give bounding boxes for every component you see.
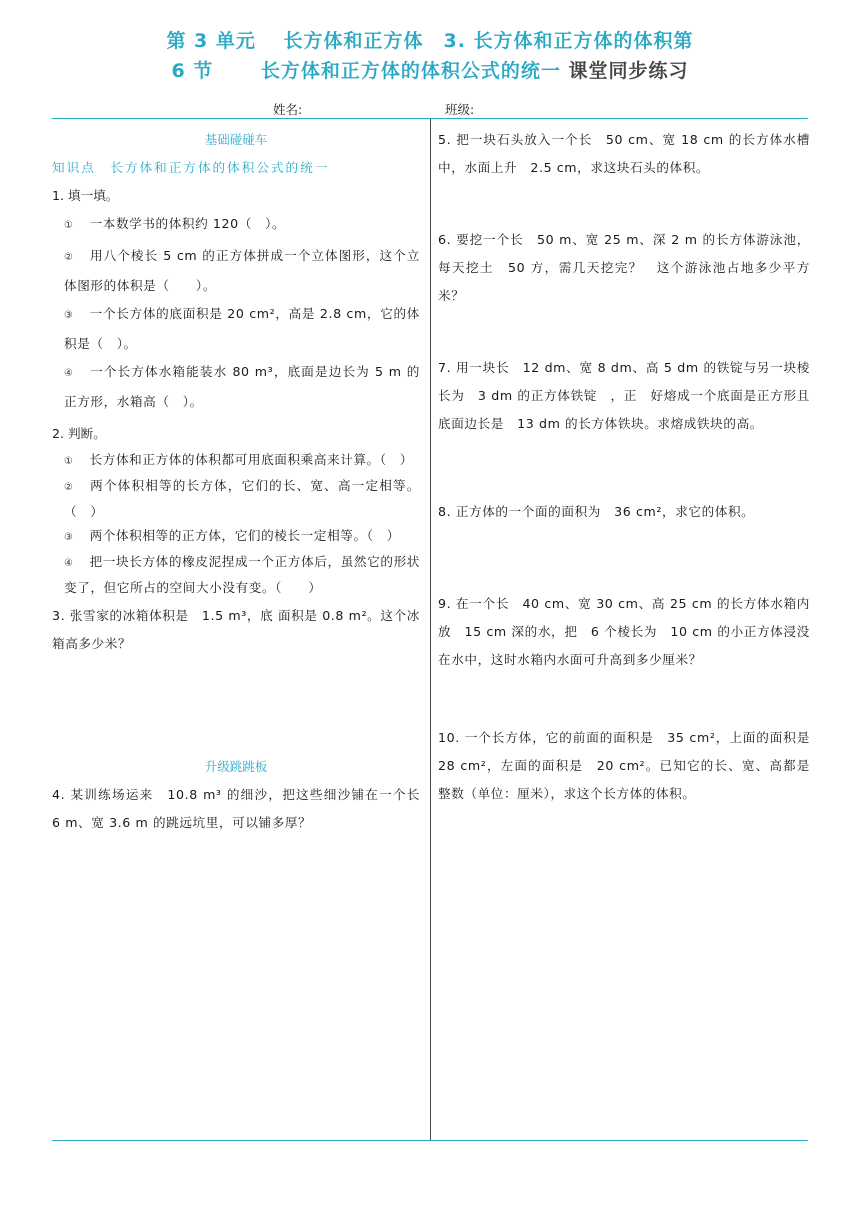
- q2-item-1: ① 长方体和正方体的体积都可用底面积乘高来计算。（ ）: [64, 452, 414, 467]
- column-divider: [430, 119, 431, 1141]
- title-line-1: 第 3 单元 长方体和正方体 3. 长方体和正方体的体积第: [166, 30, 694, 52]
- q1-item-3: ③ 一个长方体的底面积是 20 cm²，高是 2.8 cm，它的体积是（ ）。: [64, 306, 420, 351]
- title-line-2-blue: 6 节 长方体和正方体的体积公式的统一: [171, 60, 561, 82]
- question-6: 6. 要挖一个长 50 m、宽 25 m、深 2 m 的长方体游泳池，每天挖土 50 方，需几天挖完？ 这个游泳池占地多少平方米？: [438, 232, 810, 303]
- right-column: [438, 126, 810, 808]
- name-label: 姓名:: [273, 102, 303, 117]
- question-10: 10. 一个长方体，它的前面的面积是 35 cm²，上面的面积是 28 cm²，左面的面积是 20 cm²。已知它的长、宽、高都是整数（单位：厘米），求这个长方体的体积。: [438, 730, 810, 801]
- knowledge-point: 知识点 长方体和正方体的体积公式的统一: [52, 160, 330, 175]
- question-8: 8. 正方体的一个面的面积为 36 cm²，求它的体积。: [438, 504, 755, 519]
- question-4: 4. 某训练场运来 10.8 m³ 的细沙，把这些细沙铺在一个长 6 m、宽 3.6 m 的跳远坑里，可以铺多厚？: [52, 787, 434, 830]
- section-upgrade: 升级跳跳板: [204, 759, 268, 774]
- question-1-title: 1. 填一填。: [52, 188, 119, 203]
- q2-item-3: ③ 两个体积相等的正方体，它们的棱长一定相等。（ ）: [64, 528, 400, 543]
- question-9: 9. 在一个长 40 cm、宽 30 cm、高 25 cm 的长方体水箱内放 15 cm 深的水，把 6 个棱长为 10 cm 的小正方体浸没在水中，这时水箱内水面可升高到多少厘米？: [438, 596, 810, 667]
- q2-item-4: ④ 把一块长方体的橡皮泥捏成一个正方体后，虽然它的形状变了，但它所占的空间大小没有变。（ ）: [64, 554, 420, 595]
- question-3: 3. 张雪家的冰箱体积是 1.5 m³，底 面积是 0.8 m²。这个冰箱高多少米？: [52, 608, 420, 651]
- q1-item-1: ① 一本数学书的体积约 120（ ）。: [64, 216, 286, 231]
- section-basic: 基础碰碰车: [204, 132, 268, 147]
- class-label: 班级:: [445, 102, 475, 117]
- left-column: [52, 126, 434, 837]
- question-2-title: 2. 判断。: [52, 426, 106, 441]
- q1-item-2: ② 用八个棱长 5 cm 的正方体拼成一个立体图形，这个立体图形的体积是（ ）。: [64, 248, 420, 293]
- title-line-2: [0, 56, 860, 83]
- footer-divider: [52, 1140, 808, 1141]
- question-7: 7. 用一块长 12 dm、宽 8 dm、高 5 dm 的铁锭与另一块棱长为 3 dm 的正方体铁锭 ，正 好熔成一个底面是正方形且底面边长是 13 dm 的长方体铁块。求熔成铁块的高。: [438, 360, 810, 431]
- q2-item-2: ② 两个体积相等的长方体，它们的长、宽、高一定相等。（ ）: [64, 478, 420, 519]
- q1-item-4: ④ 一个长方体水箱能装水 80 m³，底面是边长为 5 m 的正方形，水箱高（ ）。: [64, 364, 420, 409]
- title-line-2-dark: 课堂同步练习: [560, 60, 689, 82]
- question-5: 5. 把一块石头放入一个长 50 cm、宽 18 cm 的长方体水槽中，水面上升 2.5 cm，求这块石头的体积。: [438, 132, 810, 175]
